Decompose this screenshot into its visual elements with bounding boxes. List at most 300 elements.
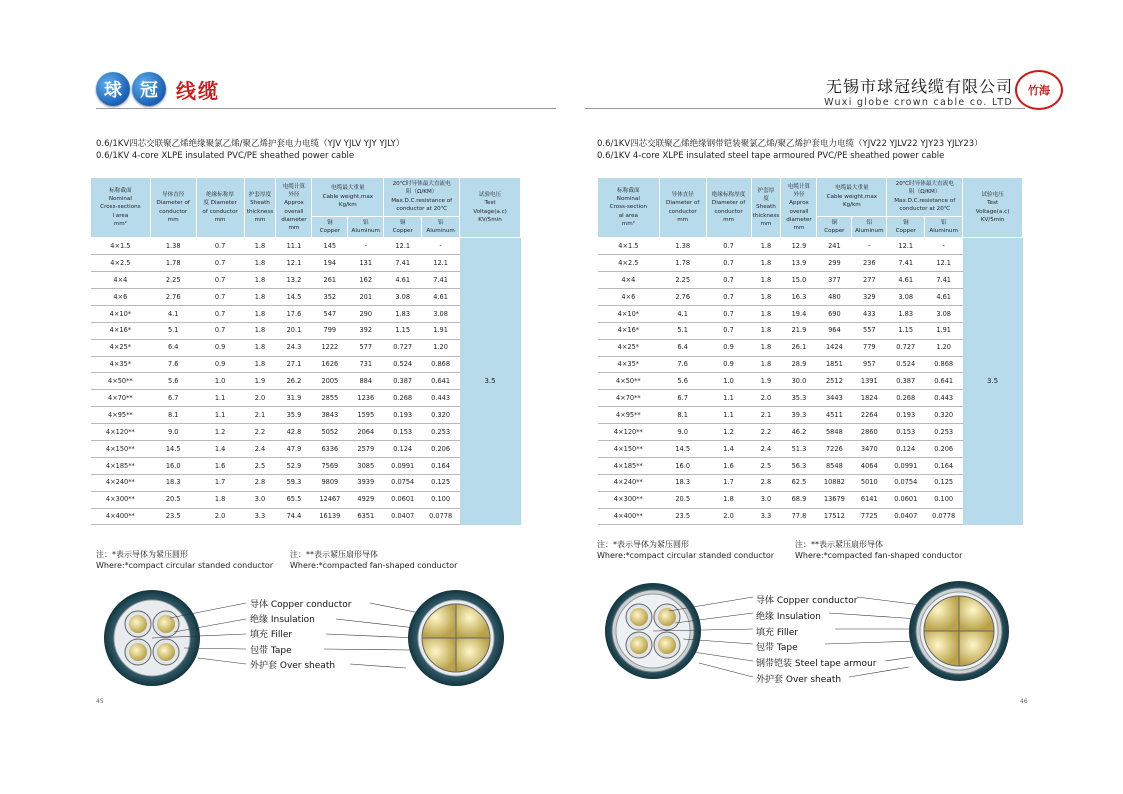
table-cell: 1.83 (384, 305, 422, 322)
table-cell: 0.7 (196, 255, 244, 272)
table-cell: 0.206 (422, 441, 460, 458)
table-cell: 2.76 (659, 289, 706, 306)
table-cell: 27.1 (276, 356, 312, 373)
table-cell: 3.08 (384, 289, 422, 306)
table-cell: 964 (817, 322, 852, 339)
table-row (91, 390, 521, 407)
table-cell: 4×95** (598, 407, 660, 424)
table-cell: 4×120** (598, 424, 660, 441)
table-cell: 0.9 (706, 356, 751, 373)
table-cell: 4×16* (598, 322, 660, 339)
table-cell: 0.153 (887, 424, 925, 441)
table-cell: 1.78 (150, 255, 196, 272)
table-cell: 7226 (817, 441, 852, 458)
table-cell: 13679 (817, 491, 852, 508)
table-cell: 4×185** (598, 457, 660, 474)
table-cell: 3.08 (887, 289, 925, 306)
table-cell: 0.7 (706, 305, 751, 322)
table-cell: 201 (348, 289, 384, 306)
table-cell: 0.443 (925, 390, 963, 407)
table-cell: 4×16* (91, 322, 151, 339)
table-cell: 2512 (817, 373, 852, 390)
table-cell: 1.7 (706, 474, 751, 491)
test-voltage-cell: 3.5 (460, 238, 521, 525)
table-cell: - (422, 238, 460, 255)
table-cell: 5.6 (659, 373, 706, 390)
table-cell: 0.387 (887, 373, 925, 390)
table-cell: 1.20 (925, 339, 963, 356)
table-cell: 0.868 (925, 356, 963, 373)
left-note-1 (96, 550, 273, 572)
table-cell: 3470 (852, 441, 887, 458)
table-cell: 28.9 (781, 356, 817, 373)
table-cell: 377 (817, 272, 852, 289)
table-cell: 1595 (348, 407, 384, 424)
table-cell: 236 (852, 255, 887, 272)
table-cell: 392 (348, 322, 384, 339)
table-row (598, 289, 1023, 306)
table-cell: 131 (348, 255, 384, 272)
table-cell: 0.125 (422, 474, 460, 491)
table-cell: 0.868 (422, 356, 460, 373)
table-cell: 31.9 (276, 390, 312, 407)
table-cell: 6.4 (659, 339, 706, 356)
table-cell: 3.0 (751, 491, 781, 508)
test-voltage-cell: 3.5 (963, 238, 1023, 525)
table-cell: 68.9 (781, 491, 817, 508)
table-cell: 18.3 (150, 474, 196, 491)
col-resistance: 20℃时导体最大直流电 阻（Ω/KM） Max.D.C.resistance of conductor at 20℃ (887, 178, 963, 217)
table-cell: 4×50** (91, 373, 151, 390)
table-cell: 4×400** (91, 508, 151, 525)
diagram-label: 导体 Copper conductor (250, 600, 352, 610)
table-cell: 12.1 (887, 238, 925, 255)
table-row (598, 356, 1023, 373)
left-page-number: 45 (96, 698, 104, 705)
table-cell: 14.5 (150, 441, 196, 458)
table-cell: 1824 (852, 390, 887, 407)
company-name-en: Wuxi globe crown cable co. LTD (824, 97, 1013, 108)
company-name-cn: 无锡市球冠线缆有限公司 (825, 77, 1013, 96)
table-cell: 0.7 (196, 238, 244, 255)
table-cell: 1.8 (751, 238, 781, 255)
table-row (91, 508, 521, 525)
right-note-2-cn: 注：**表示紧压扇形导体 (795, 540, 883, 549)
table-cell: 7725 (852, 508, 887, 525)
table-cell: 0.164 (422, 457, 460, 474)
table-cell: 3.08 (422, 305, 460, 322)
table-cell: 77.8 (781, 508, 817, 525)
table-row (598, 390, 1023, 407)
right-note-1-cn: 注：*表示导体为紧压圆形 (597, 540, 689, 549)
table-cell: 1424 (817, 339, 852, 356)
table-cell: 7.6 (659, 356, 706, 373)
diagram-label: 包带 Tape (250, 645, 292, 656)
table-cell: 24.3 (276, 339, 312, 356)
table-cell: 12467 (312, 491, 348, 508)
table-cell: 4929 (348, 491, 384, 508)
table-cell: 4×150** (598, 441, 660, 458)
table-cell: 4×50** (598, 373, 660, 390)
table-cell: 2264 (852, 407, 887, 424)
table-cell: 1.38 (659, 238, 706, 255)
table-cell: 0.727 (887, 339, 925, 356)
table-cell: 8.1 (150, 407, 196, 424)
table-cell: 19.4 (781, 305, 817, 322)
table-cell: 59.3 (276, 474, 312, 491)
table-cell: 26.1 (781, 339, 817, 356)
table-cell: 1236 (348, 390, 384, 407)
table-cell: 1.83 (887, 305, 925, 322)
table-cell: 194 (312, 255, 348, 272)
table-cell: 3.3 (751, 508, 781, 525)
table-cell: 2860 (852, 424, 887, 441)
right-title-cn: 0.6/1KV四芯交联聚乙烯绝缘钢带铠装聚氯乙烯/聚乙烯护套电力电缆（YJV22 YJLV22 YJY23 YJLY23） (597, 139, 983, 149)
header-divider-right (585, 108, 1025, 109)
table-cell: 2.1 (244, 407, 276, 424)
table-cell: 23.5 (659, 508, 706, 525)
table-cell: 2.2 (751, 424, 781, 441)
table-cell: 4×2.5 (91, 255, 151, 272)
table-cell: 1.2 (706, 424, 751, 441)
table-cell: 5052 (312, 424, 348, 441)
col-nominal: 标称截面 Nominal Cross-section al area mm² (598, 178, 660, 238)
table-cell: 1.8 (244, 322, 276, 339)
table-cell: 2.8 (751, 474, 781, 491)
table-cell: 0.7 (706, 255, 751, 272)
table-row (91, 289, 521, 306)
table-cell: 1.8 (751, 289, 781, 306)
table-cell: 0.124 (384, 441, 422, 458)
logo-char-1: 球 (96, 72, 130, 106)
table-cell: 4×240** (91, 474, 151, 491)
left-note-2 (290, 550, 457, 572)
table-cell: 9.0 (150, 424, 196, 441)
table-cell: 731 (348, 356, 384, 373)
table-cell: 577 (348, 339, 384, 356)
table-row (598, 373, 1023, 390)
table-cell: 1.8 (244, 289, 276, 306)
col-diameter: 导体直径 Diameter of conductor mm (150, 178, 196, 238)
table-cell: 1.1 (196, 390, 244, 407)
table-row (598, 508, 1023, 525)
table-cell: 1.4 (706, 441, 751, 458)
logo-char-2: 冠 (132, 72, 166, 106)
table-cell: 0.7 (196, 305, 244, 322)
table-cell: 13.2 (276, 272, 312, 289)
table-cell: 0.0407 (887, 508, 925, 525)
table-cell: 1.8 (196, 491, 244, 508)
table-row (598, 339, 1023, 356)
table-cell: 15.0 (781, 272, 817, 289)
table-row (91, 272, 521, 289)
table-cell: 0.253 (925, 424, 963, 441)
table-cell: 0.0778 (422, 508, 460, 525)
table-cell: 329 (852, 289, 887, 306)
table-cell: 480 (817, 289, 852, 306)
table-cell: 0.7 (196, 289, 244, 306)
table-cell: 3.08 (925, 305, 963, 322)
table-row (91, 322, 521, 339)
table-cell: 4×300** (598, 491, 660, 508)
table-cell: 30.0 (781, 373, 817, 390)
col-insulation: 绝缘标称厚 度 Diameter of conductor mm (196, 178, 244, 238)
table-cell: 0.253 (422, 424, 460, 441)
table-cell: 1.8 (244, 339, 276, 356)
left-note-2-cn: 注：**表示紧压扇形导体 (290, 550, 378, 559)
table-cell: 1.15 (384, 322, 422, 339)
table-cell: 26.2 (276, 373, 312, 390)
table-cell: 3843 (312, 407, 348, 424)
col-test: 试验电压 Test Voltage(a.c) KV/5min (963, 178, 1023, 238)
table-cell: 3443 (817, 390, 852, 407)
table-row (598, 424, 1023, 441)
table-cell: 4×1.5 (91, 238, 151, 255)
table-cell: 277 (852, 272, 887, 289)
table-cell: 1.1 (706, 390, 751, 407)
table-cell: 2.0 (196, 508, 244, 525)
table-cell: 4511 (817, 407, 852, 424)
diagram-label: 导体 Copper conductor (756, 596, 858, 606)
table-cell: 0.7 (706, 272, 751, 289)
table-row (91, 339, 521, 356)
table-cell: 1.91 (422, 322, 460, 339)
table-cell: 0.7 (706, 289, 751, 306)
table-cell: 1.7 (196, 474, 244, 491)
table-row (91, 424, 521, 441)
table-cell: 2.25 (150, 272, 196, 289)
table-cell: 1391 (852, 373, 887, 390)
table-cell: 8.1 (659, 407, 706, 424)
table-cell: 2.0 (244, 390, 276, 407)
table-cell: 7569 (312, 457, 348, 474)
table-cell: 56.3 (781, 457, 817, 474)
sector-armoured-cable-cross-section (909, 581, 1009, 681)
table-cell: 6351 (348, 508, 384, 525)
table-cell: 16.0 (659, 457, 706, 474)
brand-text: 线缆 (176, 78, 220, 103)
table-cell: 6336 (312, 441, 348, 458)
table-cell: 2005 (312, 373, 348, 390)
table-row (91, 407, 521, 424)
table-cell: 2.25 (659, 272, 706, 289)
table-cell: 957 (852, 356, 887, 373)
table-cell: 0.100 (422, 491, 460, 508)
table-cell: 2855 (312, 390, 348, 407)
table-cell: 0.0754 (384, 474, 422, 491)
table-cell: 14.5 (276, 289, 312, 306)
table-cell: 2.76 (150, 289, 196, 306)
left-spec-table: 标称截面 Nominal Cross-sections l area mm² 导体直径 Diameter of conductor mm 绝缘标称厚 度 Diameter of conductor mm 护套厚度 Sheath thickness mm 电缆计算 外径 Approx overall diameter mm 电缆最大重量 Cable weight,max Kg/km 20℃时导体最大直流电 阻（Ω/KM） Max.D.C.resistance of conductor at 20℃ 试验电压 Test Voltage(a.c) KV/5min 铜 Copper 铝 Aluminum 铜 Copper 铝 Aluminum 4×1.5 1.38 0.7 1.8 11.1 145 - 12.1 - 3.5 4×2.5 1.78 0.7 1.8 12.1 194 131 7.41 12.1 4×4 2.25 0.7 1.8 13.2 261 162 4.61 7.41 4×6 2.76 0.7 1.8 14.5 352 201 3.08 4.61 4×10* 4.1 0.7 1.8 17.6 547 290 1.83 3.08 4×16* 5.1 0.7 1.8 20.1 799 392 1.15 1.91 4×25* 6.4 0.9 1.8 24.3 1222 577 0.727 1.20 4×35* 7.6 0.9 1.8 27.1 1626 731 0.524 0.868 4×50** 5.6 1.0 1.9 26.2 2005 884 0.387 0.641 4×70** 6.7 1.1 2.0 31.9 2855 1236 0.268 0.443 4×95** 8.1 1.1 2.1 35.9 3843 1595 0.193 0.320 4×120** 9.0 1.2 2.2 42.8 5052 2064 0.153 0.253 4×150** 14.5 1.4 2.4 47.9 6336 2579 0.124 0.206 4×185** 16.0 1.6 2.5 52.9 7569 3085 0.0991 0.164 4×240** 18.3 1.7 2.8 59.3 9809 3939 0.0754 0.125 4×300** 20.5 1.8 3.0 65.5 12467 4929 0.0601 0.100 4×400** 23.5 2.0 3.3 74.4 16139 6351 0.0407 0.0778 (90, 177, 521, 525)
table-cell: 557 (852, 322, 887, 339)
table-cell: 1.20 (422, 339, 460, 356)
table-cell: 1.6 (196, 457, 244, 474)
table-cell: 2.1 (751, 407, 781, 424)
table-cell: 4×6 (91, 289, 151, 306)
table-cell: 0.641 (422, 373, 460, 390)
table-cell: 12.1 (276, 255, 312, 272)
table-cell: 352 (312, 289, 348, 306)
table-cell: 0.206 (925, 441, 963, 458)
table-cell: 162 (348, 272, 384, 289)
diagram-label: 外护套 Over sheath (756, 675, 842, 685)
table-cell: 0.524 (887, 356, 925, 373)
right-note-2-en: Where:*compacted fan-shaped conductor (795, 550, 963, 560)
table-cell: 17.6 (276, 305, 312, 322)
table-cell: 7.41 (887, 255, 925, 272)
table-cell: 4.61 (925, 289, 963, 306)
table-cell: 62.5 (781, 474, 817, 491)
table-cell: 1.9 (244, 373, 276, 390)
table-cell: 3085 (348, 457, 384, 474)
left-title-cn: 0.6/1KV四芯交联聚乙烯绝缘聚氯乙烯/聚乙烯护套电力电缆（YJV YJLV YJY YJLY） (96, 139, 405, 149)
table-row (598, 238, 1023, 255)
table-cell: 6.7 (150, 390, 196, 407)
table-cell: 2.4 (244, 441, 276, 458)
table-cell: 4×10* (91, 305, 151, 322)
diagram-label: 绝缘 Insulation (250, 615, 315, 626)
table-cell: 1222 (312, 339, 348, 356)
col-diameter: 导体直径 Diameter of conductor mm (659, 178, 706, 238)
table-row (598, 441, 1023, 458)
table-cell: 4.1 (659, 305, 706, 322)
table-cell: 1.0 (196, 373, 244, 390)
table-cell: 9809 (312, 474, 348, 491)
table-cell: 23.5 (150, 508, 196, 525)
table-cell: 0.164 (925, 457, 963, 474)
table-cell: 2.0 (706, 508, 751, 525)
sector-cable-cross-section (408, 590, 504, 686)
table-row (598, 491, 1023, 508)
table-row (91, 356, 521, 373)
table-cell: 0.727 (384, 339, 422, 356)
table-cell: 65.5 (276, 491, 312, 508)
table-cell: 2.4 (751, 441, 781, 458)
table-cell: 47.9 (276, 441, 312, 458)
table-cell: 6.4 (150, 339, 196, 356)
table-cell: 1.1 (706, 407, 751, 424)
table-cell: 42.8 (276, 424, 312, 441)
diagram-label: 钢带铠装 Steel tape armour (756, 659, 877, 670)
table-cell: 1.8 (244, 272, 276, 289)
company-name (824, 74, 1013, 108)
table-cell: 3939 (348, 474, 384, 491)
table-cell: 241 (817, 238, 852, 255)
table-cell: 4×95** (91, 407, 151, 424)
table-cell: 12.1 (422, 255, 460, 272)
table-cell: 0.0601 (384, 491, 422, 508)
table-cell: 0.124 (887, 441, 925, 458)
table-cell: 51.3 (781, 441, 817, 458)
table-cell: 0.443 (422, 390, 460, 407)
table-row (91, 491, 521, 508)
table-cell: 261 (312, 272, 348, 289)
left-note-1-cn: 注：*表示导体为紧压圆形 (96, 550, 188, 559)
table-cell: 1.2 (196, 424, 244, 441)
right-note-1 (597, 540, 774, 562)
table-cell: 1.8 (706, 491, 751, 508)
table-cell: 4.61 (422, 289, 460, 306)
table-cell: 8548 (817, 457, 852, 474)
table-cell: 18.3 (659, 474, 706, 491)
diagram-label: 包带 Tape (756, 643, 798, 654)
table-cell: 1.91 (925, 322, 963, 339)
table-cell: 2.5 (244, 457, 276, 474)
table-cell: 1.8 (751, 255, 781, 272)
table-cell: 12.1 (925, 255, 963, 272)
table-cell: 0.387 (384, 373, 422, 390)
table-row (91, 457, 521, 474)
table-row (598, 305, 1023, 322)
table-cell: 3.3 (244, 508, 276, 525)
col-sheath: 护套厚度 Sheath thickness mm (244, 178, 276, 238)
table-row (91, 373, 521, 390)
table-cell: 2064 (348, 424, 384, 441)
table-cell: 4×400** (598, 508, 660, 525)
col-resistance: 20℃时导体最大直流电 阻（Ω/KM） Max.D.C.resistance of conductor at 20℃ (384, 178, 460, 217)
table-cell: 1.8 (751, 305, 781, 322)
table-cell: 5010 (852, 474, 887, 491)
table-cell: 20.1 (276, 322, 312, 339)
table-cell: 4.61 (887, 272, 925, 289)
company-seal-logo: 竹海 (1015, 70, 1063, 110)
table-row (598, 322, 1023, 339)
table-row (598, 407, 1023, 424)
table-cell: 1.8 (751, 339, 781, 356)
table-cell: 4×6 (598, 289, 660, 306)
table-cell: 46.2 (781, 424, 817, 441)
table-cell: 1.9 (751, 373, 781, 390)
table-cell: 0.9 (706, 339, 751, 356)
table-cell: 0.0407 (384, 508, 422, 525)
table-cell: 1.6 (706, 457, 751, 474)
table-cell: 0.7 (196, 272, 244, 289)
table-cell: 1.0 (706, 373, 751, 390)
table-cell: 4×25* (91, 339, 151, 356)
table-cell: 35.9 (276, 407, 312, 424)
table-cell: 4×35* (91, 356, 151, 373)
table-cell: 0.0754 (887, 474, 925, 491)
table-cell: 5.1 (659, 322, 706, 339)
table-cell: 1.8 (751, 356, 781, 373)
left-note-1-en: Where:*compact circular standed conductor (96, 560, 274, 570)
table-cell: 52.9 (276, 457, 312, 474)
table-cell: 4×10* (598, 305, 660, 322)
table-cell: 10882 (817, 474, 852, 491)
table-cell: 1.8 (244, 305, 276, 322)
table-row (598, 457, 1023, 474)
left-title-en: 0.6/1KV 4-core XLPE insulated PVC/PE sheathed power cable (96, 151, 355, 161)
brand-logo (96, 72, 220, 106)
col-nominal: 标称截面 Nominal Cross-sections l area mm² (91, 178, 151, 238)
table-cell: 5.1 (150, 322, 196, 339)
table-cell: 6.7 (659, 390, 706, 407)
col-test: 试验电压 Test Voltage(a.c) KV/5min (460, 178, 521, 238)
table-cell: 1.15 (887, 322, 925, 339)
right-title-en: 0.6/1KV 4-core XLPE insulated steel tape armoured PVC/PE sheathed power cable (597, 151, 945, 161)
table-cell: 17512 (817, 508, 852, 525)
table-cell: 2.5 (751, 457, 781, 474)
table-cell: 20.5 (150, 491, 196, 508)
table-cell: - (925, 238, 963, 255)
table-cell: 16139 (312, 508, 348, 525)
table-cell: 0.0991 (887, 457, 925, 474)
table-cell: 4×1.5 (598, 238, 660, 255)
right-note-1-en: Where:*compact circular standed conductor (597, 550, 775, 560)
table-row (598, 474, 1023, 491)
left-title (96, 137, 404, 161)
table-row (91, 255, 521, 272)
